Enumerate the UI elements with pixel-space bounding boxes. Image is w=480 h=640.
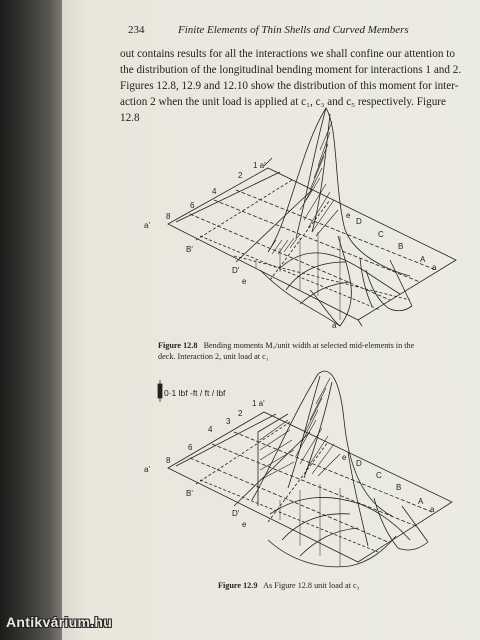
caption-label: Figure 12.9 [218,581,258,590]
label-4: 4 [208,425,213,434]
label-4: 4 [212,187,217,196]
label-B: B [398,242,404,251]
label-1a-prime: 1 a' [253,161,266,170]
label-e-upper: e [346,211,351,220]
label-e-lower: e [242,277,247,286]
label-b-prime: B' [186,489,193,498]
label-e-lower: e [242,520,247,529]
label-8: 8 [166,212,171,221]
label-a-prime: a' [144,221,150,230]
label-e-upper: e [342,453,347,462]
label-D: D [356,217,362,226]
label-A: A [418,497,424,506]
page-number: 234 [128,24,145,36]
figure-12-9-caption [218,580,458,591]
label-D: D [356,459,362,468]
label-2: 2 [238,171,243,180]
label-C: C [376,471,382,480]
caption-text-2: deck. Interaction 2, unit load at c₁ [158,352,269,361]
label-8: 8 [166,456,171,465]
watermark-logo: Antikvárium.hu [6,614,113,630]
label-2: 2 [238,409,243,418]
caption-label: Figure 12.8 [158,341,198,350]
paragraph-line: out contains results for all the interactions we shall confine our attention to [120,48,455,60]
label-C: C [378,230,384,239]
label-a: a [430,505,435,514]
label-a-prime: a' [144,465,150,474]
label-a-bottom: a [332,321,337,330]
label-b-prime: B' [186,245,193,254]
label-3: 3 [226,417,231,426]
label-6: 6 [190,201,195,210]
label-A: A [420,255,426,264]
caption-text: As Figure 12.8 unit load at c₃ [263,581,360,590]
paragraph-line: the distribution of the longitudinal bending moment for interactions 1 and 2. [120,64,462,76]
label-d-prime: D' [232,266,240,275]
label-d-prime: D' [232,509,240,518]
paragraph-line: Figures 12.8, 12.9 and 12.10 show the distribution of this moment for inter- [120,80,459,92]
label-a: a [432,263,437,272]
caption-text: Bending moments Mₓ/unit width at selected mid-elements in the [203,341,415,350]
label-1a-prime: 1 a' [252,399,265,408]
label-6: 6 [188,443,193,452]
scale-label: 0·1 lbf -ft / ft / lbf [164,388,226,398]
label-B: B [396,483,402,492]
running-title: Finite Elements of Thin Shells and Curved Members [178,24,409,36]
paragraph-line: action 2 when the unit load is applied at c₁, c₃ and c₅ respectively. Figure 12.8 [120,96,446,124]
